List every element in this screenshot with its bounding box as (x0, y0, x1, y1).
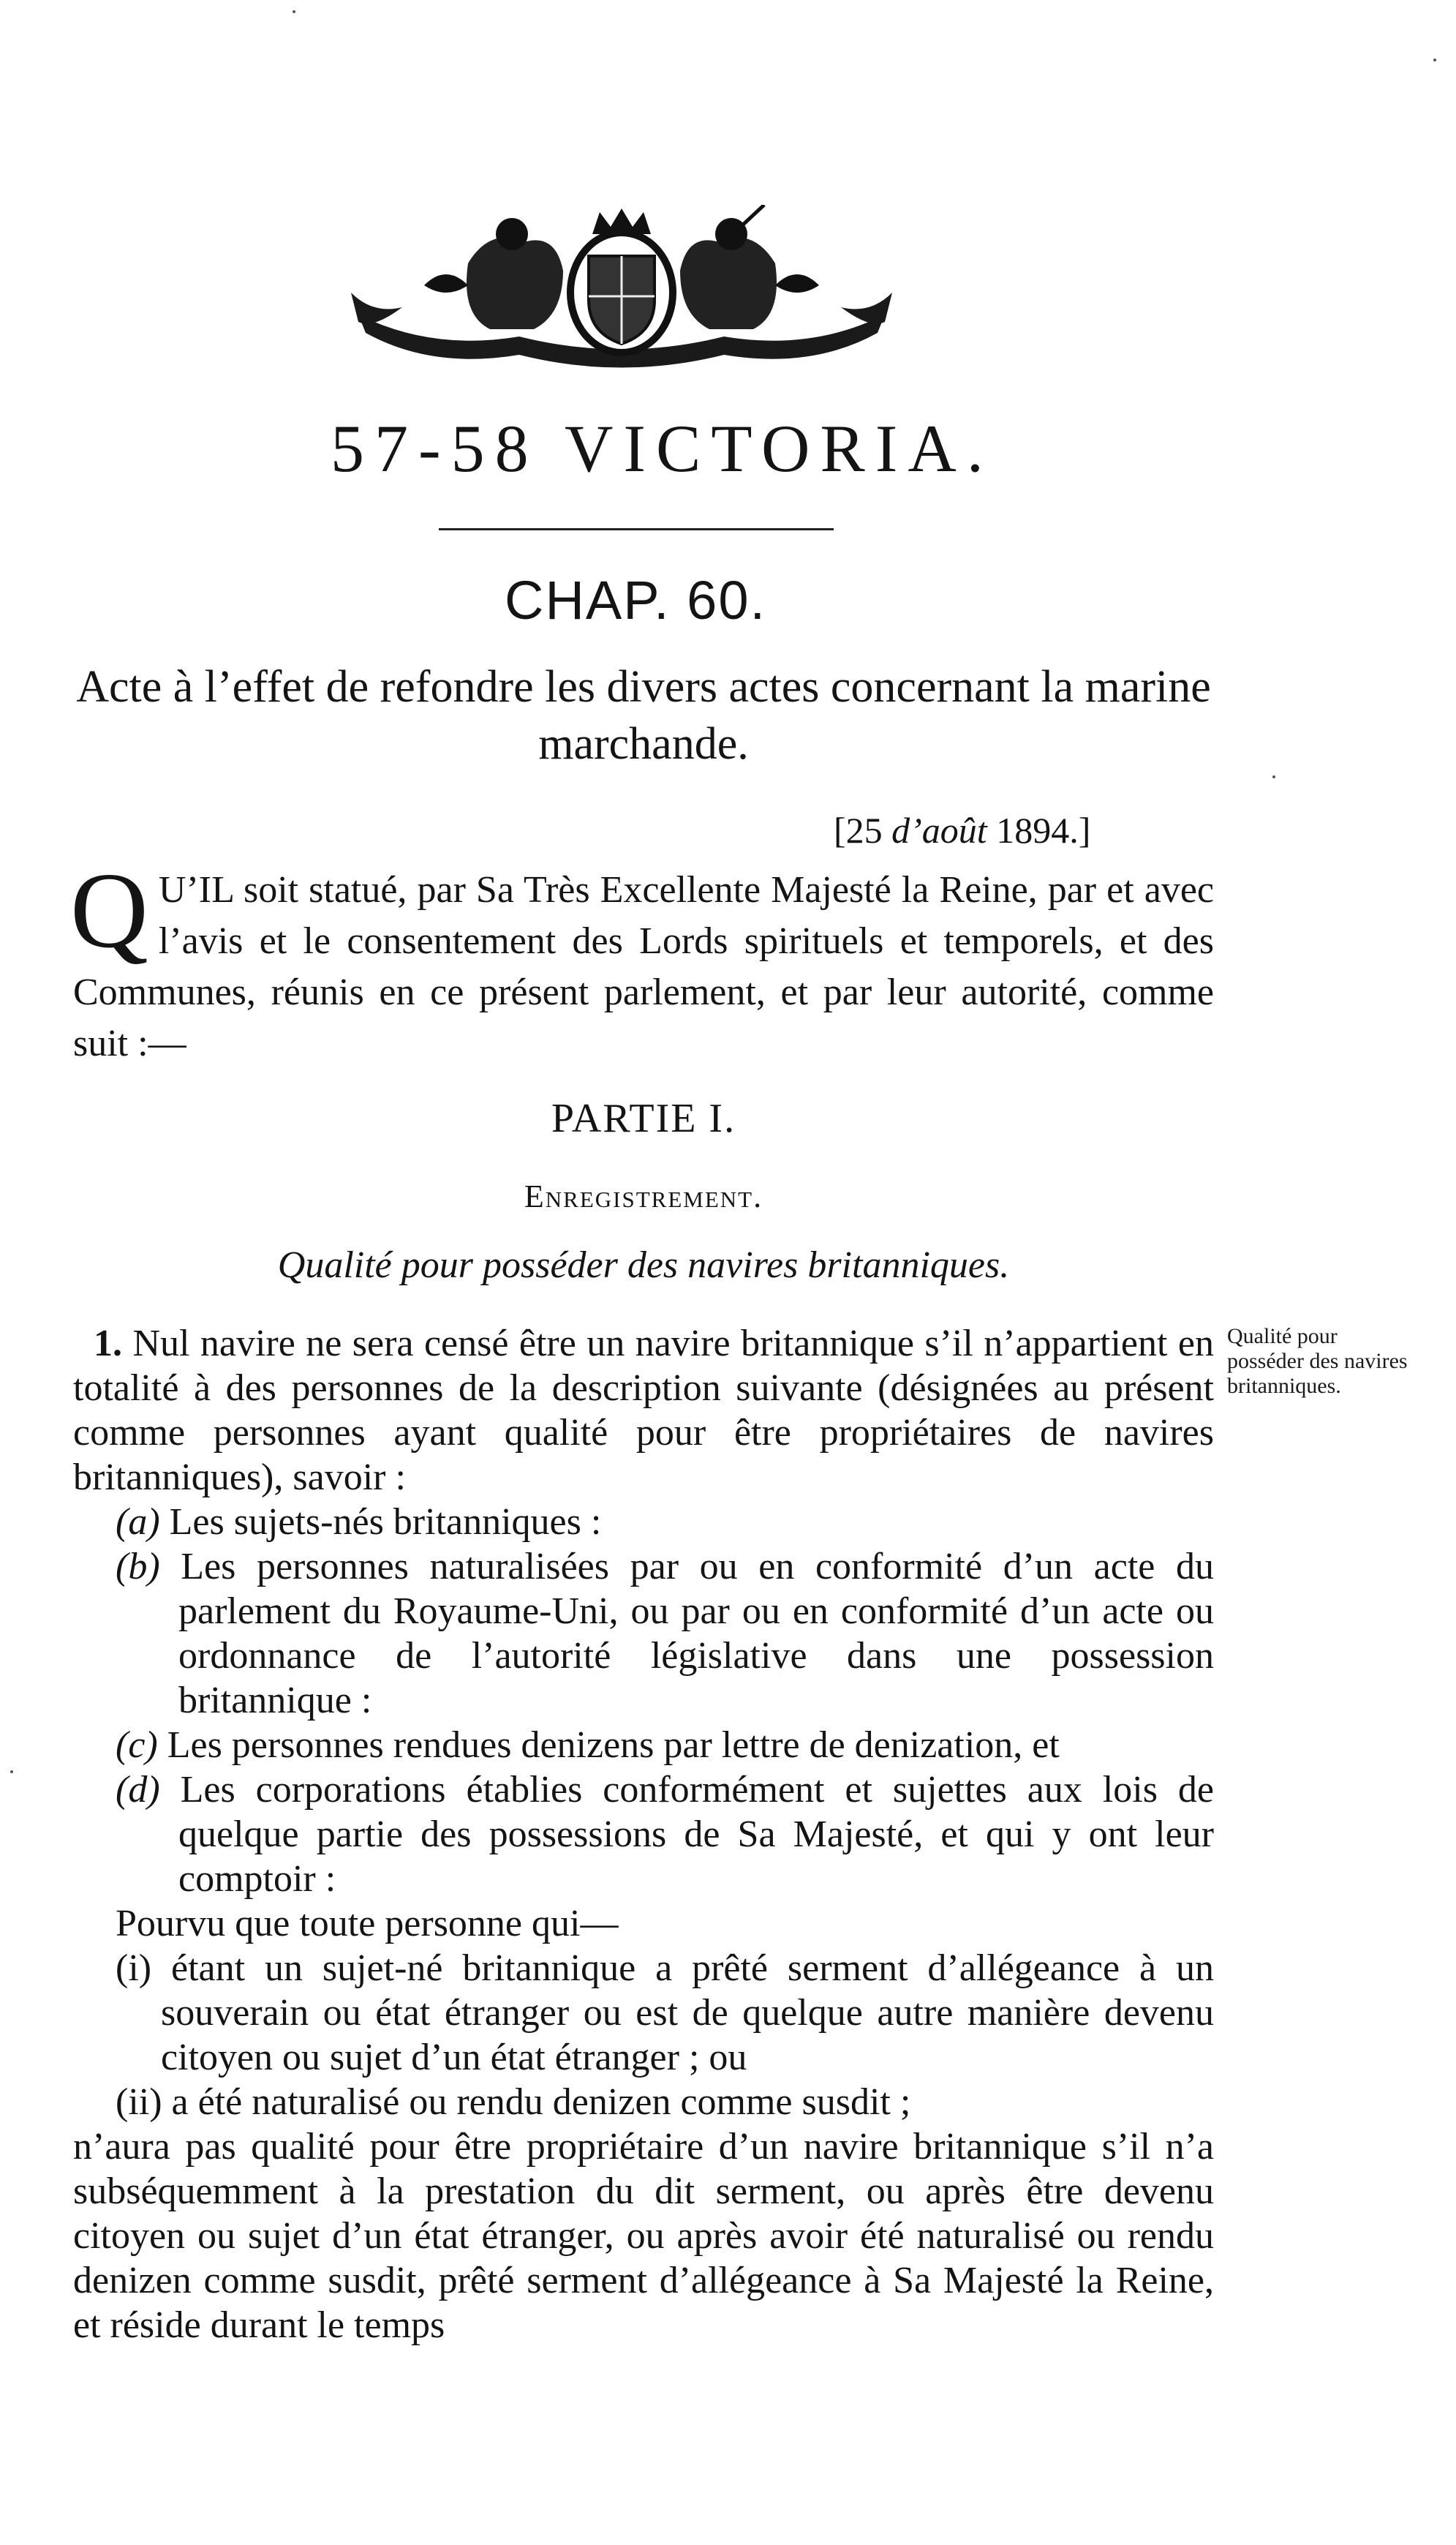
date-month: d’août (891, 810, 987, 851)
assent-date (834, 809, 1090, 852)
item-text: étant un sujet-né britannique a prêté serment d’allégeance à un souverain ou état étranger ou est de quelque autre manière devenu citoyen ou sujet d’un état étranger ; ou (161, 1947, 1214, 2078)
section-number: 1. (94, 1323, 122, 1364)
drop-cap: Q (70, 851, 148, 971)
section-1 (73, 1321, 1214, 2347)
regnal-year: 57-58 VICTORIA. (331, 411, 994, 486)
proviso: Pourvu que toute personne qui— (116, 1903, 619, 1944)
date-close: 1894.] (987, 810, 1091, 851)
enacting-formula (70, 851, 1214, 1069)
item-text: Les corporations établies conformément et sujettes aux lois de quelque partie des possessions de Sa Majesté, et qui y ont leur comptoir : (178, 1769, 1214, 1900)
item-text: Les sujets-nés britanniques : (169, 1501, 602, 1543)
item-text: Les personnes rendues denizens par lettre de denization, et (167, 1724, 1060, 1766)
chapter-number: CHAP. 60. (505, 570, 767, 631)
marginal-note: Qualité pour posséder des navires britanniques. (1227, 1324, 1408, 1398)
item-text: a été naturalisé ou rendu denizen comme susdit ; (171, 2081, 911, 2123)
part-subheading: Enregistrement. (524, 1178, 763, 1214)
item-label: (a) (116, 1501, 160, 1543)
list-item (116, 1544, 1214, 1723)
item-label: (ii) (116, 2081, 162, 2123)
item-text: Les personnes naturalisées par ou en conformité d’un acte du parlement du Royaume-Uni, ou par ou en conformité d’un acte ou ordonnance de l’autorité législative dans une possession britannique : (178, 1546, 1214, 1721)
title-divider (439, 528, 834, 530)
section-continuation: n’aura pas qualité pour être propriétaire d’un navire britannique s’il n’a subséquemment à la prestation du dit serment, ou après être devenu citoyen ou sujet d’un état étranger, ou après avoir été naturalisé ou rendu denizen comme susdit, prêté serment d’allégeance à Sa Majesté la Reine, et réside durant le temps (73, 2126, 1214, 2346)
scan-speck (293, 10, 295, 13)
item-label: (i) (116, 1947, 152, 1989)
list-item (116, 1767, 1214, 1901)
item-label: (c) (116, 1724, 158, 1766)
list-item (116, 1946, 1214, 2080)
item-label: (d) (116, 1769, 160, 1811)
section-1-intro (73, 1321, 1214, 1500)
cross-heading: Qualité pour posséder des navires britanniques. (277, 1244, 1010, 1286)
section-intro-text: Nul navire ne sera censé être un navire britannique s’il n’appartient en totalité à des personnes de la description suivante (désignées au présent comme personnes ayant qualité pour être propriétaires de navires britanniques), savoir : (73, 1323, 1214, 1498)
item-label: (b) (116, 1546, 160, 1587)
part-heading: PARTIE I. (551, 1096, 736, 1141)
list-item (116, 1500, 1214, 1544)
long-title: Acte à l’effet de refondre les divers actes concernant la marine marchande. (76, 662, 1211, 769)
scan-speck (1272, 775, 1275, 778)
list-item (116, 1723, 1214, 1767)
royal-coat-of-arms-icon (344, 205, 899, 380)
date-open: [25 (834, 810, 892, 851)
enacting-text: U’IL soit statué, par Sa Très Excellente Majesté la Reine, par et avec l’avis et le consentement des Lords spirituels et temporels, et des Communes, réunis en ce présent parlement, et par leur autorité, comme suit :— (73, 869, 1214, 1064)
list-item (116, 2080, 1214, 2124)
scan-speck (1433, 59, 1436, 61)
scan-speck (10, 1770, 13, 1773)
